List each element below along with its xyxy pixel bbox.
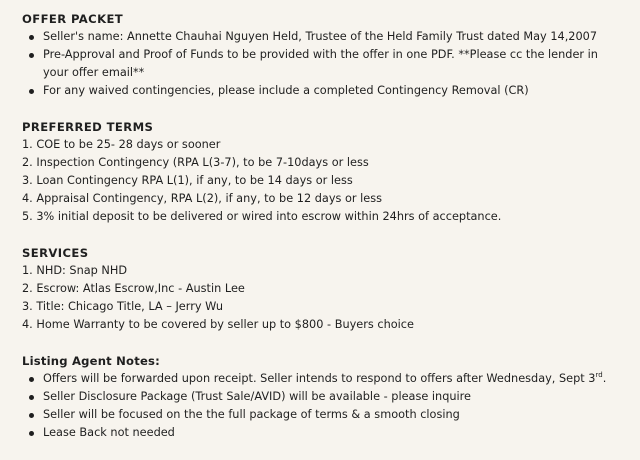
list-item: 3. Loan Contingency RPA L(1), if any, to be 14 days or less bbox=[22, 174, 353, 187]
offer-packet-section bbox=[22, 10, 640, 100]
ordinal-suffix: rd bbox=[595, 371, 603, 380]
list-item: 4. Home Warranty to be covered by seller up to $800 - Buyers choice bbox=[22, 318, 414, 331]
services-section bbox=[22, 244, 640, 334]
list-item bbox=[22, 370, 622, 388]
list-item: 5. 3% initial deposit to be delivered or wired into escrow within 24hrs of acceptance. bbox=[22, 210, 502, 223]
note-text: Offers will be forwarded upon receipt. Seller intends to respond to offers after Wednesday, Sept 3 bbox=[43, 372, 596, 385]
list-item: 2. Escrow: Atlas Escrow,Inc - Austin Lee bbox=[22, 282, 245, 295]
list-item: 1. NHD: Snap NHD bbox=[22, 264, 128, 277]
list-item: For any waived contingencies, please include a completed Contingency Removal (CR) bbox=[22, 82, 622, 100]
agent-notes-list bbox=[22, 370, 640, 442]
agent-notes-section bbox=[22, 352, 640, 442]
agent-notes-heading: Listing Agent Notes: bbox=[22, 354, 160, 368]
preferred-terms-heading: PREFERRED TERMS bbox=[22, 120, 154, 134]
list-item: Seller will be focused on the the full package of terms & a smooth closing bbox=[22, 406, 622, 424]
preferred-terms-section bbox=[22, 118, 640, 226]
offer-packet-heading: OFFER PACKET bbox=[22, 12, 124, 26]
services-heading: SERVICES bbox=[22, 246, 89, 260]
list-item: Seller's name: Annette Chauhai Nguyen Held, Trustee of the Held Family Trust dated May 14,2007 bbox=[22, 28, 622, 46]
list-item: 1. COE to be 25- 28 days or sooner bbox=[22, 138, 221, 151]
list-item: 2. Inspection Contingency (RPA L(3-7), to be 7-10days or less bbox=[22, 156, 369, 169]
preferred-terms-list bbox=[22, 136, 640, 226]
list-item: Seller Disclosure Package (Trust Sale/AVID) will be available - please inquire bbox=[22, 388, 622, 406]
offer-packet-list bbox=[22, 28, 640, 100]
note-period: . bbox=[602, 372, 607, 385]
services-list bbox=[22, 262, 640, 334]
list-item: Pre-Approval and Proof of Funds to be provided with the offer in one PDF. **Please cc the lender in your offer email** bbox=[22, 46, 622, 82]
list-item: 3. Title: Chicago Title, LA – Jerry Wu bbox=[22, 300, 224, 313]
list-item: 4. Appraisal Contingency, RPA L(2), if any, to be 12 days or less bbox=[22, 192, 382, 205]
list-item: Lease Back not needed bbox=[22, 424, 622, 442]
